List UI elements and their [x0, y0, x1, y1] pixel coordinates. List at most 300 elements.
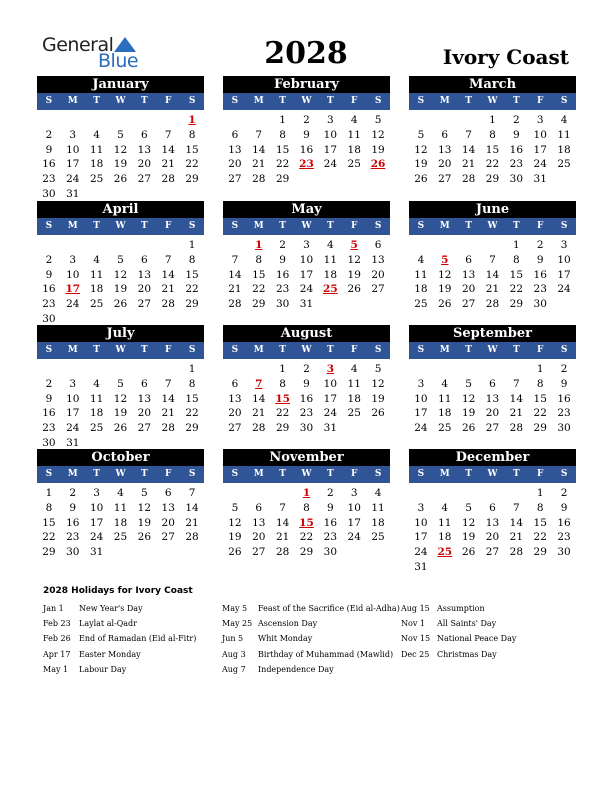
holiday-date: Dec 25 — [401, 649, 430, 659]
day-cell: 10 — [533, 128, 547, 141]
day-cell: 24 — [66, 422, 80, 435]
day-cell: 26 — [347, 283, 361, 296]
day-cell: 21 — [252, 407, 266, 420]
weekday-label: T — [513, 96, 520, 106]
day-cell: 6 — [465, 253, 472, 266]
empty-cell — [223, 238, 247, 253]
day-cell: 16 — [66, 516, 80, 529]
day-cell: 3 — [69, 128, 77, 141]
day-cell: 30 — [66, 546, 80, 559]
holiday-name: All Saints' Day — [437, 619, 497, 629]
day-cell: 29 — [275, 173, 290, 186]
day-cell: 12 — [371, 377, 385, 390]
holiday-day-cell: 17 — [65, 283, 81, 296]
holiday-name: Whit Monday — [258, 634, 313, 644]
weekday-label: T — [327, 96, 334, 106]
day-cell: 12 — [414, 143, 428, 156]
day-cell: 13 — [137, 392, 152, 405]
day-cell: 21 — [485, 283, 500, 296]
day-cell: 2 — [45, 128, 53, 141]
day-cell: 27 — [371, 283, 385, 296]
country-name: Ivory Coast — [442, 45, 569, 69]
day-cell: 21 — [161, 158, 175, 171]
day-cell: 27 — [228, 173, 242, 186]
day-cell: 8 — [188, 253, 196, 266]
day-cell: 16 — [42, 283, 56, 296]
day-cell: 14 — [461, 143, 476, 156]
weekday-header — [37, 93, 204, 110]
month-march — [409, 76, 576, 187]
day-cell: 6 — [141, 128, 148, 141]
holiday-date: May 5 — [222, 604, 248, 613]
day-cell: 21 — [461, 158, 476, 171]
weekday-label: F — [165, 345, 172, 355]
holiday-entry — [222, 616, 400, 631]
day-cell: 11 — [113, 501, 128, 514]
day-cell: 11 — [347, 377, 361, 390]
holiday-day-cell: 5 — [350, 239, 358, 251]
day-cell: 2 — [69, 487, 77, 499]
empty-cell — [409, 238, 433, 253]
day-cell: 11 — [414, 268, 428, 281]
weekday-label: S — [188, 469, 196, 479]
empty-cell — [433, 113, 457, 128]
month-title: November — [223, 449, 390, 466]
day-cell: 1 — [513, 239, 520, 251]
day-cell: 4 — [374, 487, 382, 499]
day-cell: 23 — [557, 531, 571, 544]
day-cell: 11 — [89, 268, 104, 281]
month-november — [223, 449, 390, 560]
weekday-label: T — [93, 469, 100, 479]
day-cell: 17 — [299, 268, 314, 281]
holiday-name: Labour Day — [79, 664, 127, 674]
day-cell: 22 — [533, 407, 547, 420]
empty-cell — [247, 362, 271, 377]
day-cell: 13 — [137, 143, 152, 156]
day-cell: 19 — [461, 407, 476, 420]
day-cell: 27 — [485, 422, 500, 435]
month-september — [409, 325, 576, 436]
weekday-label: T — [279, 469, 286, 479]
weekday-label: T — [279, 221, 286, 231]
day-cell: 15 — [533, 516, 547, 529]
day-cell: 6 — [231, 128, 239, 141]
day-cell: 8 — [513, 253, 520, 266]
day-cell: 24 — [557, 283, 571, 296]
empty-cell — [61, 113, 85, 128]
day-cell: 17 — [66, 158, 80, 171]
day-cell: 26 — [414, 173, 428, 186]
holiday-day-cell: 7 — [255, 377, 263, 390]
day-cell: 6 — [231, 377, 239, 390]
day-cell: 2 — [303, 363, 310, 375]
day-cell: 16 — [509, 143, 524, 156]
day-cell: 7 — [513, 501, 520, 514]
weekday-label: S — [231, 469, 239, 479]
holiday-entry — [43, 647, 196, 662]
holiday-entry — [43, 601, 196, 616]
holiday-date: Apr 17 — [43, 649, 71, 659]
day-cell: 9 — [45, 268, 53, 281]
month-title: February — [223, 76, 390, 93]
holiday-entry — [401, 616, 516, 631]
day-cell: 24 — [89, 531, 104, 544]
day-cell: 3 — [350, 487, 358, 499]
empty-cell — [409, 113, 433, 128]
day-cell: 7 — [164, 128, 172, 141]
holiday-date: Aug 15 — [401, 604, 430, 613]
day-cell: 23 — [42, 173, 56, 186]
day-cell: 18 — [414, 283, 428, 296]
day-cell: 11 — [89, 143, 104, 156]
day-cell: 13 — [485, 516, 500, 529]
empty-cell — [156, 113, 180, 128]
empty-cell — [409, 362, 433, 377]
day-grid — [223, 238, 390, 312]
day-cell: 22 — [42, 531, 56, 544]
weekday-label: T — [141, 96, 148, 106]
holiday-name: End of Ramadan (Eid al-Fitr) — [79, 634, 197, 644]
day-cell: 20 — [252, 531, 266, 544]
day-cell: 28 — [161, 422, 175, 435]
day-cell: 27 — [137, 422, 152, 435]
holiday-column — [222, 601, 400, 677]
day-cell: 18 — [89, 407, 104, 420]
empty-cell — [37, 238, 61, 253]
day-cell: 17 — [414, 531, 428, 544]
day-cell: 10 — [323, 128, 338, 141]
month-title: July — [37, 325, 204, 342]
day-cell: 22 — [299, 531, 314, 544]
day-cell: 11 — [347, 128, 361, 141]
day-cell: 29 — [533, 422, 547, 435]
day-cell: 7 — [164, 377, 172, 390]
weekday-header — [37, 342, 204, 359]
empty-cell — [109, 113, 133, 128]
day-cell: 18 — [438, 407, 452, 420]
holiday-name: New Year's Day — [79, 604, 143, 613]
weekday-label: S — [374, 345, 382, 355]
day-cell: 28 — [509, 546, 524, 559]
month-may — [223, 201, 390, 312]
day-cell: 25 — [347, 158, 361, 171]
day-cell: 1 — [279, 363, 286, 375]
holiday-name: Laylat al-Qadr — [79, 619, 137, 629]
day-cell: 11 — [438, 392, 452, 405]
day-cell: 16 — [533, 268, 547, 281]
empty-cell — [85, 238, 109, 253]
day-cell: 4 — [441, 377, 449, 390]
day-cell: 9 — [560, 377, 568, 390]
day-cell: 14 — [161, 392, 175, 405]
day-cell: 10 — [414, 392, 428, 405]
day-cell: 30 — [557, 546, 571, 559]
month-title: March — [409, 76, 576, 93]
day-cell: 5 — [374, 114, 382, 126]
day-cell: 31 — [66, 187, 80, 200]
day-cell: 16 — [323, 516, 338, 529]
day-cell: 19 — [347, 268, 361, 281]
day-cell: 23 — [557, 407, 571, 420]
day-cell: 26 — [113, 298, 128, 311]
holiday-date: Feb 23 — [43, 619, 71, 629]
holiday-date: Jun 5 — [222, 634, 244, 644]
day-cell: 30 — [557, 422, 571, 435]
weekday-label: T — [465, 221, 472, 231]
day-cell: 4 — [441, 501, 449, 514]
weekday-label: T — [279, 345, 286, 355]
empty-cell — [457, 113, 481, 128]
weekday-label: F — [165, 96, 172, 106]
day-cell: 31 — [414, 560, 428, 573]
empty-cell — [247, 486, 271, 501]
day-cell: 5 — [117, 128, 124, 141]
day-cell: 26 — [461, 546, 476, 559]
day-grid — [223, 113, 390, 187]
weekday-label: S — [188, 96, 196, 106]
holiday-name: Birthday of Muhammad (Mawlid) — [258, 649, 394, 659]
holiday-entry — [43, 631, 196, 646]
day-cell: 29 — [185, 173, 199, 186]
day-cell: 21 — [252, 158, 266, 171]
day-cell: 6 — [441, 128, 449, 141]
day-cell: 14 — [509, 516, 524, 529]
day-grid — [223, 486, 390, 560]
weekday-label: F — [351, 96, 358, 106]
empty-cell — [132, 113, 156, 128]
weekday-label: M — [67, 96, 78, 106]
weekday-label: W — [301, 96, 312, 106]
day-cell: 24 — [66, 298, 80, 311]
day-cell: 17 — [323, 143, 338, 156]
empty-cell — [433, 362, 457, 377]
day-cell: 22 — [533, 531, 547, 544]
day-cell: 27 — [438, 173, 452, 186]
empty-cell — [156, 238, 180, 253]
day-cell: 6 — [141, 377, 148, 390]
day-cell: 31 — [66, 436, 80, 449]
day-cell: 18 — [89, 283, 104, 296]
day-cell: 6 — [489, 377, 496, 390]
day-cell: 1 — [188, 239, 196, 251]
holiday-day-cell: 1 — [255, 239, 263, 251]
holiday-date: Aug 7 — [222, 664, 246, 674]
weekday-label: T — [93, 96, 100, 106]
holiday-entry — [43, 662, 196, 677]
day-cell: 10 — [66, 268, 80, 281]
day-cell: 26 — [461, 422, 476, 435]
empty-cell — [481, 238, 505, 253]
month-december — [409, 449, 576, 575]
day-cell: 20 — [161, 516, 175, 529]
day-cell: 16 — [42, 407, 56, 420]
weekday-label: T — [141, 469, 148, 479]
day-cell: 14 — [161, 143, 175, 156]
day-cell: 14 — [275, 516, 290, 529]
holiday-date: Jan 1 — [43, 604, 64, 613]
day-cell: 20 — [485, 407, 500, 420]
day-cell: 29 — [509, 298, 524, 311]
day-cell: 28 — [275, 546, 290, 559]
weekday-label: S — [560, 469, 568, 479]
day-cell: 8 — [45, 501, 53, 514]
day-cell: 9 — [279, 253, 286, 266]
day-cell: 28 — [509, 422, 524, 435]
empty-cell — [409, 486, 433, 501]
weekday-header — [223, 342, 390, 359]
day-cell: 9 — [303, 377, 310, 390]
day-cell: 12 — [228, 516, 242, 529]
day-cell: 15 — [185, 392, 199, 405]
empty-cell — [132, 238, 156, 253]
weekday-label: M — [439, 469, 450, 479]
day-cell: 4 — [93, 253, 100, 266]
day-cell: 19 — [137, 516, 152, 529]
day-cell: 16 — [557, 516, 571, 529]
day-cell: 20 — [228, 158, 242, 171]
day-cell: 12 — [371, 128, 385, 141]
weekday-label: S — [417, 345, 425, 355]
weekday-label: S — [231, 96, 239, 106]
month-title: October — [37, 449, 204, 466]
day-cell: 12 — [461, 516, 476, 529]
holiday-name: Easter Monday — [79, 649, 141, 659]
day-cell: 9 — [327, 501, 334, 514]
day-cell: 29 — [275, 422, 290, 435]
day-cell: 20 — [137, 158, 152, 171]
day-cell: 17 — [414, 407, 428, 420]
day-cell: 22 — [185, 283, 199, 296]
day-cell: 28 — [161, 298, 175, 311]
weekday-label: S — [374, 96, 382, 106]
holiday-day-cell: 25 — [437, 546, 453, 559]
empty-cell — [85, 113, 109, 128]
weekday-header — [223, 93, 390, 110]
day-cell: 21 — [275, 531, 290, 544]
weekday-label: M — [439, 221, 450, 231]
weekday-label: T — [93, 345, 100, 355]
weekday-header — [223, 218, 390, 235]
weekday-label: M — [439, 96, 450, 106]
day-cell: 18 — [347, 143, 361, 156]
weekday-label: S — [231, 221, 239, 231]
day-cell: 23 — [66, 531, 80, 544]
empty-cell — [457, 362, 481, 377]
month-title: June — [409, 201, 576, 218]
day-cell: 13 — [438, 143, 452, 156]
day-cell: 22 — [252, 283, 266, 296]
weekday-label: W — [487, 469, 498, 479]
day-cell: 6 — [489, 501, 496, 514]
day-cell: 12 — [137, 501, 152, 514]
day-cell: 24 — [533, 158, 547, 171]
day-cell: 8 — [536, 501, 544, 514]
day-cell: 15 — [42, 516, 56, 529]
holiday-entry — [43, 616, 196, 631]
day-cell: 30 — [42, 312, 56, 325]
day-cell: 23 — [42, 298, 56, 311]
day-cell: 6 — [141, 253, 148, 266]
day-cell: 28 — [161, 173, 175, 186]
empty-cell — [433, 238, 457, 253]
holiday-date: May 1 — [43, 664, 69, 674]
weekday-label: W — [487, 96, 498, 106]
weekday-label: T — [513, 221, 520, 231]
day-cell: 3 — [327, 114, 334, 126]
weekday-label: F — [537, 221, 544, 231]
day-cell: 1 — [536, 487, 544, 499]
day-cell: 27 — [485, 546, 500, 559]
weekday-label: M — [67, 469, 78, 479]
day-cell: 1 — [45, 487, 53, 499]
weekday-label: T — [141, 221, 148, 231]
day-cell: 8 — [279, 377, 286, 390]
weekday-header — [409, 466, 576, 483]
day-cell: 5 — [374, 363, 382, 375]
day-cell: 20 — [485, 531, 500, 544]
day-cell: 8 — [255, 253, 263, 266]
weekday-label: W — [487, 345, 498, 355]
day-cell: 20 — [137, 283, 152, 296]
day-cell: 17 — [323, 392, 338, 405]
day-cell: 20 — [228, 407, 242, 420]
empty-cell — [481, 486, 505, 501]
day-cell: 14 — [161, 268, 175, 281]
day-cell: 6 — [374, 239, 382, 251]
weekday-header — [409, 93, 576, 110]
day-cell: 20 — [371, 268, 385, 281]
month-october — [37, 449, 204, 560]
day-cell: 12 — [347, 253, 361, 266]
day-cell: 18 — [89, 158, 104, 171]
day-cell: 22 — [185, 407, 199, 420]
day-cell: 29 — [485, 173, 500, 186]
weekday-label: F — [351, 221, 358, 231]
weekday-label: T — [465, 469, 472, 479]
day-cell: 20 — [461, 283, 476, 296]
empty-cell — [132, 362, 156, 377]
holiday-day-cell: 15 — [299, 516, 314, 529]
weekday-header — [223, 466, 390, 483]
day-cell: 24 — [414, 546, 428, 559]
day-cell: 19 — [113, 158, 128, 171]
day-grid — [37, 362, 204, 451]
day-cell: 29 — [299, 546, 314, 559]
weekday-label: S — [45, 469, 53, 479]
holiday-date: Feb 26 — [43, 634, 71, 644]
day-cell: 9 — [560, 501, 568, 514]
day-cell: 2 — [45, 253, 53, 266]
empty-cell — [457, 238, 481, 253]
holiday-name: Christmas Day — [437, 649, 497, 659]
day-cell: 19 — [461, 531, 476, 544]
weekday-label: M — [253, 96, 264, 106]
holiday-entry — [401, 601, 516, 616]
day-cell: 19 — [438, 283, 452, 296]
month-title: April — [37, 201, 204, 218]
day-cell: 3 — [69, 253, 77, 266]
day-cell: 28 — [185, 531, 199, 544]
day-cell: 16 — [557, 392, 571, 405]
day-cell: 18 — [557, 143, 571, 156]
weekday-label: T — [327, 221, 334, 231]
day-cell: 19 — [228, 531, 242, 544]
day-cell: 26 — [371, 407, 385, 420]
day-cell: 19 — [113, 283, 128, 296]
month-title: May — [223, 201, 390, 218]
weekday-label: M — [67, 221, 78, 231]
